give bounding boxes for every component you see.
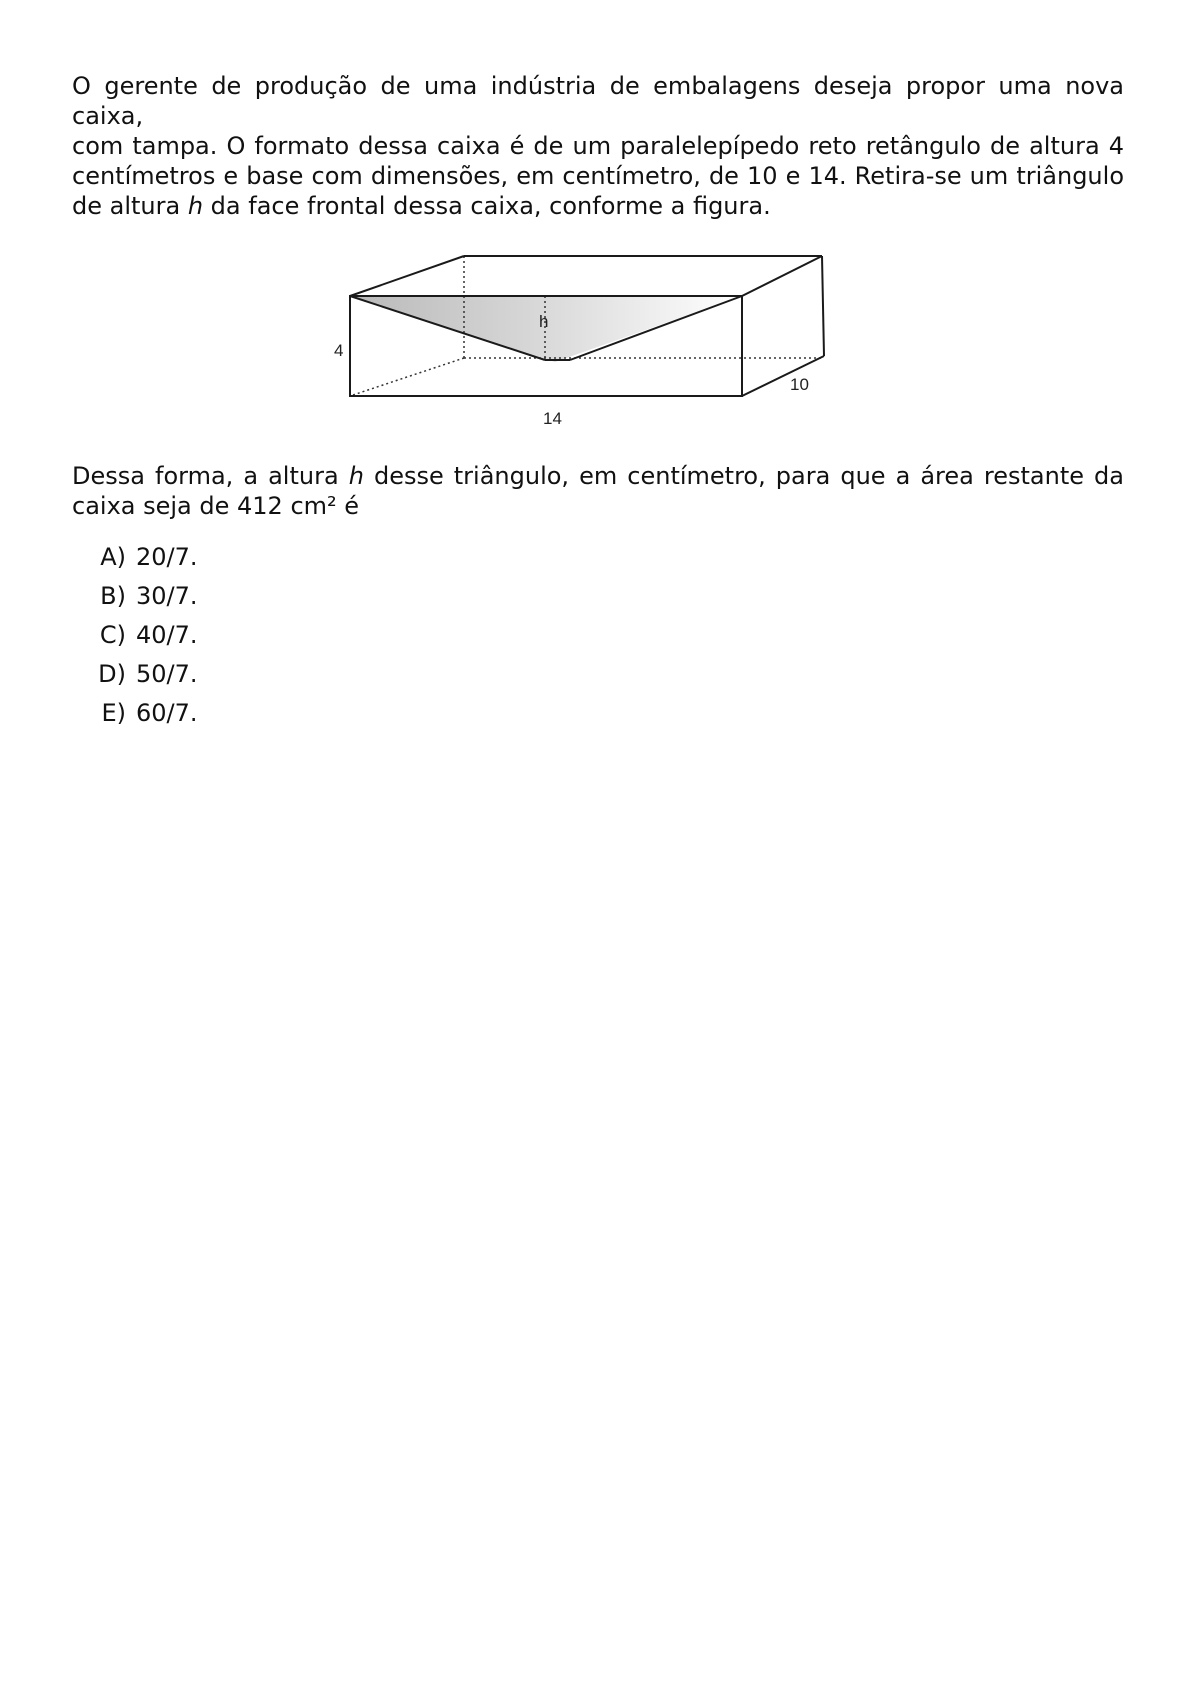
label-length-14: 14 [543,409,562,428]
question-ask [72,461,1124,521]
option-letter: B) [100,582,126,610]
intro-line-4 [72,191,1124,221]
label-height-4: 4 [334,341,344,360]
option-value: 30/7. [136,582,198,610]
intro-line-4-suffix: da face frontal dessa caixa, conforme a figura. [203,192,771,220]
box-figure [334,248,850,430]
option-letter: E) [101,699,126,727]
option-b[interactable] [86,582,198,621]
option-value: 50/7. [136,660,198,688]
option-d[interactable] [86,660,198,699]
box-diagram [334,248,850,430]
option-e[interactable] [86,699,198,738]
option-letter: D) [98,660,126,688]
intro-line-2: com tampa. O formato dessa caixa é de um paralelepípedo reto retângulo de altura 4 [72,132,1124,160]
question-intro [72,71,1124,221]
option-value: 40/7. [136,621,198,649]
ask-variable-h: h [348,462,364,490]
option-c[interactable] [86,621,198,660]
ask-line-2: caixa seja de 412 cm² é [72,492,360,520]
intro-line-4-prefix: de altura [72,192,188,220]
answer-options [86,543,198,738]
option-a[interactable] [86,543,198,582]
intro-line-1: O gerente de produção de uma indústria de embalagens deseja propor uma nova caixa, [72,72,1124,130]
ask-line-1 [72,461,1124,491]
intro-variable-h: h [187,192,204,220]
ask-line-1-suffix: desse triângulo, em centímetro, para que a área restante da [363,462,1125,490]
label-depth-10: 10 [790,375,809,394]
label-h: h [539,312,549,331]
option-value: 20/7. [136,543,198,571]
option-value: 60/7. [136,699,198,727]
intro-line-3: centímetros e base com dimensões, em centímetro, de 10 e 14. Retira-se um triângulo [72,162,1124,190]
option-letter: C) [99,621,126,649]
option-letter: A) [100,543,126,571]
ask-line-1-prefix: Dessa forma, a altura [72,462,349,490]
